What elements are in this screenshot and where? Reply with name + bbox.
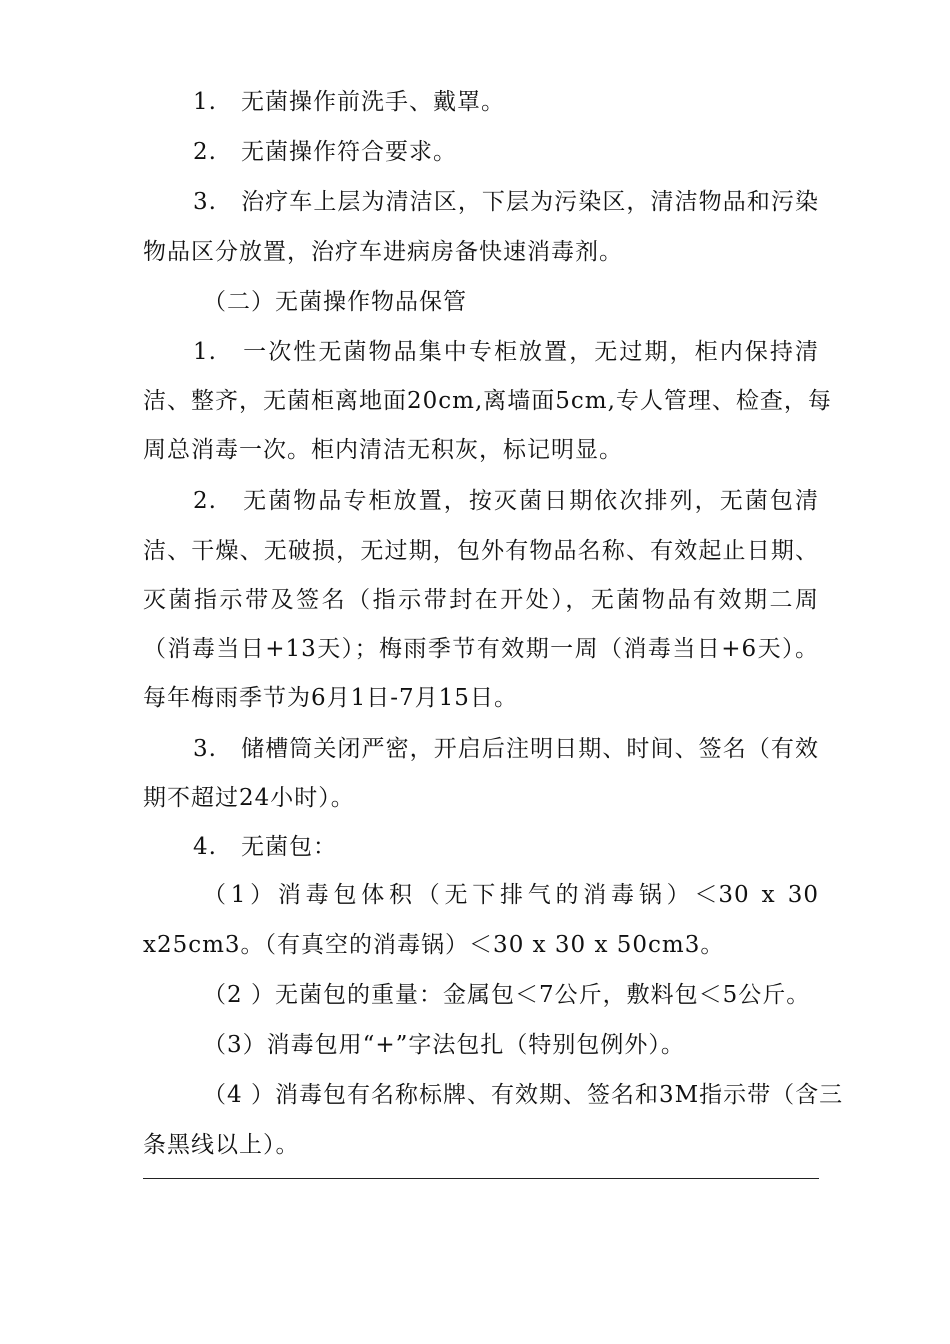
pack-rule-1-line2: x25cm3。（有真空的消毒锅）＜30 x 30 x 50cm3。 <box>143 932 725 958</box>
storage-item-3-line2: 期不超过24小时）。 <box>143 785 355 811</box>
item-2-requirements: 2. 无菌操作符合要求。 <box>193 139 457 165</box>
item-1-handwashing: 1. 无菌操作前洗手、戴罩。 <box>193 89 505 115</box>
pack-rule-4-line1: （4 ）消毒包有名称标牌、有效期、签名和3M指示带（含三 <box>203 1082 844 1108</box>
pack-rule-2: （2 ）无菌包的重量：金属包＜7公斤，敷料包＜5公斤。 <box>203 982 811 1008</box>
section-heading-storage: （二）无菌操作物品保管 <box>203 289 467 315</box>
storage-item-2-line4: （消毒当日+13天）；梅雨季节有效期一周（消毒当日+6天）。 <box>143 636 819 662</box>
pack-rule-1-line1: （1）消毒包体积（无下排气的消毒锅）＜30 x 30 <box>203 882 819 908</box>
storage-item-2-line5: 每年梅雨季节为6月1日-7月15日。 <box>143 685 518 711</box>
storage-item-2-line1: 2. 无菌物品专柜放置，按灭菌日期依次排列，无菌包清 <box>193 488 819 514</box>
storage-item-2-line3: 灭菌指示带及签名（指示带封在开处），无菌物品有效期二周 <box>143 587 819 613</box>
storage-item-1-line3: 周总消毒一次。柜内清洁无积灰，标记明显。 <box>143 437 623 463</box>
storage-item-4-heading: 4. 无菌包： <box>193 834 337 860</box>
item-3-cart-line1: 3. 治疗车上层为清洁区，下层为污染区，清洁物品和污染 <box>193 189 819 215</box>
pack-rule-3: （3）消毒包用“+”字法包扎（特别包例外）。 <box>203 1032 685 1058</box>
item-3-cart-line2: 物品区分放置，治疗车进病房备快速消毒剂。 <box>143 239 623 265</box>
storage-item-1-line1: 1. 一次性无菌物品集中专柜放置，无过期，柜内保持清 <box>193 339 819 365</box>
pack-rule-4-line2: 条黑线以上）。 <box>143 1132 300 1158</box>
storage-item-2-line2: 洁、干燥、无破损，无过期，包外有物品名称、有效起止日期、 <box>143 538 819 564</box>
storage-item-1-line2: 洁、整齐，无菌柜离地面20cm,离墙面5cm,专人管理、检查，每 <box>143 388 832 414</box>
storage-item-3-line1: 3. 储槽筒关闭严密，开启后注明日期、时间、签名（有效 <box>193 736 819 762</box>
footer-divider <box>143 1178 819 1179</box>
